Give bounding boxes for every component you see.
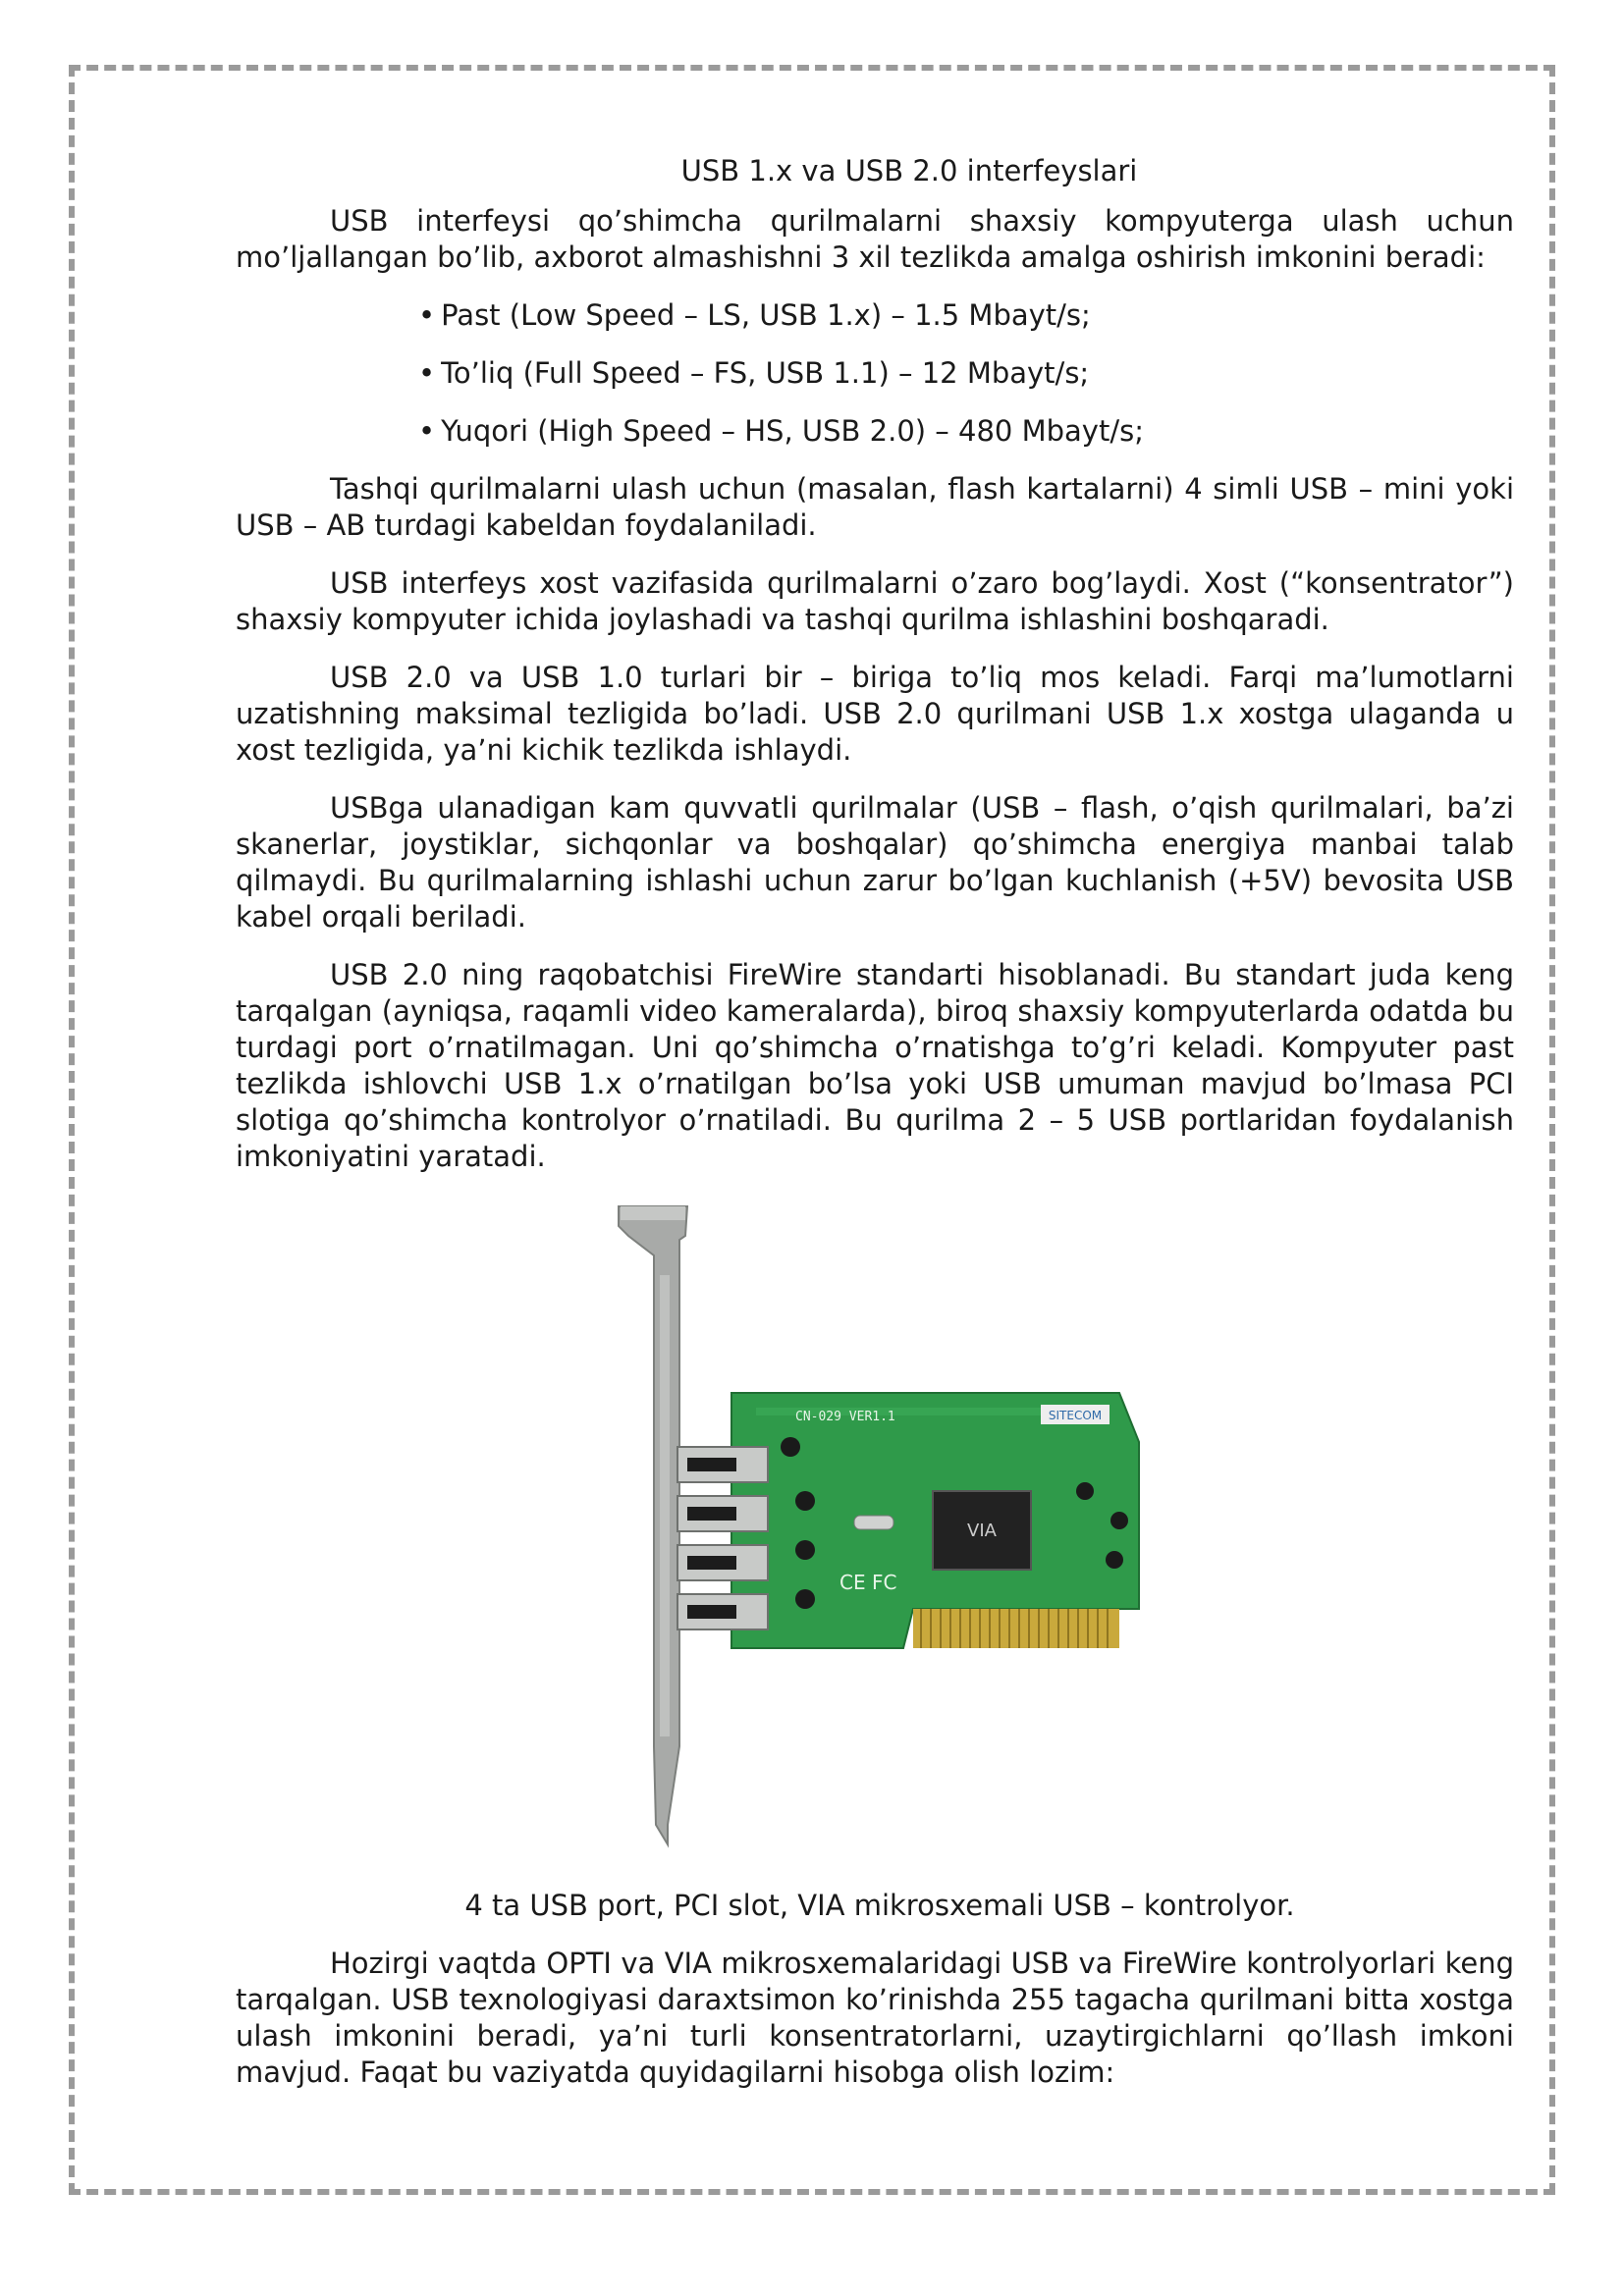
document-title: USB 1.x va USB 2.0 interfeyslari — [680, 154, 1138, 187]
chip-label: VIA — [967, 1521, 997, 1541]
paragraph-host: USB interfeys xost vazifasida qurilmalarni o’zaro bog’laydi. Xost (“konsentrator”) shaxsiy kompyuter ichida joylashadi va tashqi qurilma ishlashini boshqaradi. — [236, 566, 1514, 636]
intro-paragraph: USB interfeysi qo’shimcha qurilmalarni shaxsiy kompyuterga ulash uchun mo’ljallangan bo’lib, axborot almashishni 3 xil tezlikda amalga oshirish imkonini beradi: — [236, 204, 1514, 274]
document-body — [236, 153, 1514, 2112]
speed-list — [236, 297, 1514, 450]
certification-marks: CE FC — [839, 1571, 897, 1594]
speed-item-high: • Yuqori (High Speed – HS, USB 2.0) – 480 Mbayt/s; — [418, 413, 1514, 450]
pci-edge-connector — [913, 1609, 1119, 1648]
speed-item-full: • To’liq (Full Speed – FS, USB 1.1) – 12 Mbayt/s; — [418, 355, 1514, 392]
board-model: CN-029 VER1.1 — [795, 1410, 895, 1424]
figure-caption: 4 ta USB port, PCI slot, VIA mikrosxemali USB – kontrolyor. — [464, 1889, 1295, 1922]
speed-item-low: • Past (Low Speed – LS, USB 1.x) – 1.5 Mbayt/s; — [418, 297, 1514, 334]
closing-paragraph: Hozirgi vaqtda OPTI va VIA mikrosxemalaridagi USB va FireWire kontrolyorlari keng tarqalgan. USB texnologiyasi daraxtsimon ko’rinishda 255 tagacha qurilmani bitta xostga ulash imkonini beradi, ya’ni turli konsentratorlarni, uzaytirgichlarni qo’llash imkoni mavjud. Faqat bu vaziyatda quyidagilarni hisobga olish lozim: — [236, 1947, 1514, 2089]
paragraph-cable: Tashqi qurilmalarni ulash uchun (masalan, flash kartalarni) 4 simli USB – mini yoki USB – AB turdagi kabeldan foydalaniladi. — [236, 472, 1514, 542]
usb-controller-figure — [236, 1197, 1514, 1874]
usb-pci-card-image — [609, 1197, 1159, 1864]
paragraph-firewire: USB 2.0 ning raqobatchisi FireWire standarti hisoblanadi. Bu standart juda keng tarqalgan (ayniqsa, raqamli video kameralarda), biroq shaxsiy kompyuterlarda odatda bu turdagi port o’rnatilmagan. Uni qo’shimcha o’rnatishga to’g’ri keladi. Kompyuter past tezlikda ishlovchi USB 1.x o’rnatilgan bo’lsa yoki USB umuman mavjud bo’lmasa PCI slotiga qo’shimcha kontrolyor o’rnatiladi. Bu qurilma 2 – 5 USB portlaridan foydalanish imkoniyatini yaratadi. — [236, 958, 1514, 1173]
via-chip — [933, 1491, 1031, 1570]
paragraph-compat: USB 2.0 va USB 1.0 turlari bir – biriga to’liq mos keladi. Farqi ma’lumotlarni uzatishning maksimal tezligida bo’ladi. USB 2.0 qurilmani USB 1.x xostga ulaganda u xost tezligida, ya’ni kichik tezlikda ishlaydi. — [236, 661, 1514, 767]
paragraph-power: USBga ulanadigan kam quvvatli qurilmalar (USB – flash, o’qish qurilmalari, ba’zi skanerlar, joystiklar, sichqonlar va boshqalar) qo’shimcha energiya manbai talab qilmaydi. Bu qurilmalarning ishlashi uchun zarur bo’lgan kuchlanish (+5V) bevosita USB kabel orqali beriladi. — [236, 791, 1514, 934]
board-brand: SITECOM — [1048, 1409, 1103, 1422]
